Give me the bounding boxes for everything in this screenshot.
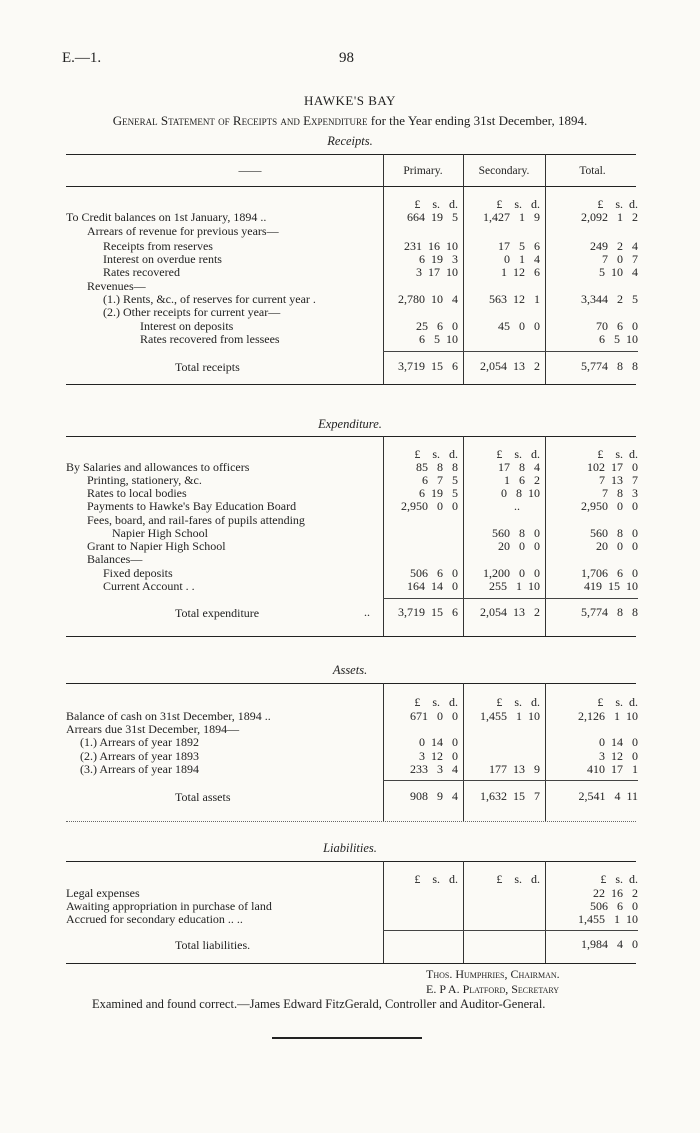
page-number: 98 xyxy=(339,50,354,66)
cell-secondary: .. xyxy=(514,499,520,513)
cell-secondary: 1 6 2 xyxy=(504,473,540,487)
col-head-dash: —— xyxy=(238,165,262,177)
row-label: Current Account . . xyxy=(103,579,195,593)
subtitle-rest: for the Year ending 31st December, 1894. xyxy=(367,113,588,128)
cell-secondary: 1,427 1 9 xyxy=(483,210,540,224)
closing-rule xyxy=(272,1037,422,1039)
row-label: Rates recovered xyxy=(103,265,180,279)
row-label: Awaiting appropriation in purchase of land xyxy=(66,899,272,913)
row-label: Receipts from reserves xyxy=(103,239,213,253)
cell-total: 7 13 7 xyxy=(599,473,638,487)
cell-total: 102 17 0 xyxy=(587,460,638,474)
divider-primary xyxy=(383,154,384,384)
row-label: (2.) Other receipts for current year— xyxy=(103,305,281,319)
lsd-secondary: £ s. d. xyxy=(496,447,540,461)
cell-total: 1,455 1 10 xyxy=(578,912,638,926)
assets-heading: Assets. xyxy=(332,663,368,677)
divider-secondary xyxy=(463,683,464,821)
cell-total: 70 6 0 xyxy=(596,319,638,333)
col-head-primary: Primary. xyxy=(403,165,443,177)
cell-total: 2,950 0 0 xyxy=(581,499,638,513)
cell-total: 2,092 1 2 xyxy=(581,210,638,224)
cell-primary: 6 19 3 xyxy=(419,252,458,266)
cell-primary: 664 19 5 xyxy=(407,210,458,224)
cell-total: 5 10 4 xyxy=(599,265,638,279)
cell-primary: 233 3 4 xyxy=(410,762,458,776)
cell-secondary: 0 8 10 xyxy=(501,486,540,500)
cell-primary: 3 17 10 xyxy=(416,265,458,279)
row-label: Revenues— xyxy=(87,279,146,293)
row-label: Fixed deposits xyxy=(103,566,173,580)
total-receipts-label: Total receipts xyxy=(175,360,240,374)
expenditure-subtotal-rule xyxy=(383,598,638,599)
cell-primary: 164 14 0 xyxy=(407,579,458,593)
cell-primary: 0 14 0 xyxy=(419,735,458,749)
divider-total xyxy=(545,154,546,384)
cell-secondary: 560 8 0 xyxy=(492,526,540,540)
cell-total: 410 17 1 xyxy=(587,762,638,776)
cell-total: 3 12 0 xyxy=(599,749,638,763)
total-liabilities-total: 1,984 4 0 xyxy=(581,937,638,951)
expenditure-heading: Expenditure. xyxy=(318,417,382,431)
cell-secondary: 563 12 1 xyxy=(489,292,540,306)
lsd-total: £ s. d. xyxy=(597,197,638,211)
cell-secondary: 45 0 0 xyxy=(498,319,540,333)
lsd-primary: £ s. d. xyxy=(414,872,458,886)
total-expenditure-total: 5,774 8 8 xyxy=(581,605,638,619)
cell-total: 3,344 2 5 xyxy=(581,292,638,306)
row-label: Rates recovered from lessees xyxy=(140,332,280,346)
expenditure-bottom-rule xyxy=(66,636,636,637)
cell-secondary: 1 12 6 xyxy=(501,265,540,279)
total-assets-secondary: 1,632 15 7 xyxy=(480,789,540,803)
cell-primary: 2,950 0 0 xyxy=(401,499,458,513)
cell-primary: 506 6 0 xyxy=(410,566,458,580)
receipts-bottom-rule xyxy=(66,384,636,385)
row-label: Balances— xyxy=(87,552,143,566)
cell-total: 20 0 0 xyxy=(596,539,638,553)
divider-primary xyxy=(383,683,384,821)
lsd-primary: £ s. d. xyxy=(414,695,458,709)
divider-primary xyxy=(383,861,384,963)
assets-top-rule xyxy=(66,683,636,684)
chairman-signature: Thos. Humphries, Chairman. xyxy=(426,967,560,981)
cell-total: 560 8 0 xyxy=(590,526,638,540)
row-label: To Credit balances on 1st January, 1894 .. xyxy=(66,210,267,224)
lsd-secondary: £ s. d. xyxy=(496,197,540,211)
row-label: (2.) Arrears of year 1893 xyxy=(80,749,199,763)
row-label: Payments to Hawke's Bay Education Board xyxy=(87,499,297,513)
divider-secondary xyxy=(463,154,464,384)
cell-primary: 6 19 5 xyxy=(419,486,458,500)
total-assets-total: 2,541 4 11 xyxy=(578,789,638,803)
row-label: Rates to local bodies xyxy=(87,486,187,500)
total-expenditure-label: Total expenditure xyxy=(175,606,260,620)
row-label: Arrears due 31st December, 1894— xyxy=(66,722,240,736)
total-assets-label: Total assets xyxy=(175,790,231,804)
total-receipts-secondary: 2,054 13 2 xyxy=(480,359,540,373)
cell-total: 1,706 6 0 xyxy=(581,566,638,580)
cell-secondary: 1,455 1 10 xyxy=(480,709,540,723)
page-reference: E.—1. xyxy=(62,50,102,66)
receipts-header-rule xyxy=(66,186,636,187)
row-label: Fees, board, and rail-fares of pupils attending xyxy=(87,513,305,527)
lsd-total: £ s. d. xyxy=(597,447,638,461)
cell-secondary: 255 1 10 xyxy=(489,579,540,593)
lsd-primary: £ s. d. xyxy=(414,447,458,461)
cell-total: 249 2 4 xyxy=(590,239,638,253)
row-label: Interest on overdue rents xyxy=(103,252,222,266)
expenditure-top-rule xyxy=(66,436,636,437)
liabilities-bottom-rule xyxy=(66,963,636,964)
liabilities-heading: Liabilities. xyxy=(323,841,377,855)
total-receipts-primary: 3,719 15 6 xyxy=(398,359,458,373)
row-label: Grant to Napier High School xyxy=(87,539,226,553)
row-label: By Salaries and allowances to officers xyxy=(66,460,250,474)
cell-total: 419 15 10 xyxy=(584,579,638,593)
cell-secondary: 20 0 0 xyxy=(498,539,540,553)
lsd-total: £ s. d. xyxy=(600,872,638,886)
cell-secondary: 1,200 0 0 xyxy=(483,566,540,580)
divider-total xyxy=(545,861,546,963)
cell-primary: 231 16 10 xyxy=(404,239,458,253)
row-label: Printing, stationery, &c. xyxy=(87,473,202,487)
liabilities-subtotal-rule xyxy=(383,930,638,931)
secretary-signature: E. P A. Platford, Secretary xyxy=(426,982,560,996)
liabilities-top-rule xyxy=(66,861,636,862)
lsd-secondary: £ s. d. xyxy=(496,872,540,886)
cell-secondary: 17 8 4 xyxy=(498,460,540,474)
row-label: Arrears of revenue for previous years— xyxy=(87,224,279,238)
divider-primary xyxy=(383,436,384,636)
row-label: Interest on deposits xyxy=(140,319,234,333)
total-receipts-total: 5,774 8 8 xyxy=(581,359,638,373)
divider-total xyxy=(545,436,546,636)
cell-primary: 85 8 8 xyxy=(416,460,458,474)
assets-bottom-rule xyxy=(66,821,636,822)
cell-secondary: 0 1 4 xyxy=(504,252,540,266)
row-label: Balance of cash on 31st December, 1894 .. xyxy=(66,709,271,723)
receipts-subtotal-rule xyxy=(383,351,638,352)
lsd-total: £ s. d. xyxy=(597,695,638,709)
auditor-certification: Examined and found correct.—James Edward FitzGerald, Controller and Auditor-General. xyxy=(92,997,546,1011)
receipts-heading: Receipts. xyxy=(327,134,373,148)
divider-secondary xyxy=(463,861,464,963)
row-label: (3.) Arrears of year 1894 xyxy=(80,762,199,776)
col-head-secondary: Secondary. xyxy=(478,165,530,177)
receipts-top-rule xyxy=(66,154,636,155)
cell-primary: 671 0 0 xyxy=(410,709,458,723)
total-expenditure-primary: 3,719 15 6 xyxy=(398,605,458,619)
cell-total: 506 6 0 xyxy=(590,899,638,913)
cell-primary: 25 6 0 xyxy=(416,319,458,333)
divider-secondary xyxy=(463,436,464,636)
subtitle-smallcaps: General Statement of Receipts and Expenditure xyxy=(112,113,368,128)
row-label: Accrued for secondary education .. .. xyxy=(66,912,243,926)
report-title: HAWKE'S BAY xyxy=(304,93,396,108)
leader-dots: .. xyxy=(364,605,370,619)
cell-primary: 2,780 10 4 xyxy=(398,292,458,306)
lsd-secondary: £ s. d. xyxy=(496,695,540,709)
cell-total: 7 8 3 xyxy=(602,486,638,500)
total-liabilities-label: Total liabilities. xyxy=(175,938,251,952)
row-label: (1.) Rents, &c., of reserves for current year . xyxy=(103,292,316,306)
row-label: Legal expenses xyxy=(66,886,140,900)
cell-primary: 3 12 0 xyxy=(419,749,458,763)
total-expenditure-secondary: 2,054 13 2 xyxy=(480,605,540,619)
cell-primary: 6 7 5 xyxy=(422,473,458,487)
cell-secondary: 177 13 9 xyxy=(489,762,540,776)
cell-total: 7 0 7 xyxy=(602,252,638,266)
total-assets-primary: 908 9 4 xyxy=(410,789,458,803)
cell-total: 2,126 1 10 xyxy=(578,709,638,723)
cell-total: 22 16 2 xyxy=(593,886,638,900)
col-head-total: Total. xyxy=(579,165,606,177)
cell-total: 0 14 0 xyxy=(599,735,638,749)
assets-subtotal-rule xyxy=(383,780,638,781)
lsd-primary: £ s. d. xyxy=(414,197,458,211)
report-subtitle xyxy=(0,113,700,129)
cell-primary: 6 5 10 xyxy=(419,332,458,346)
row-label: Napier High School xyxy=(112,526,208,540)
divider-total xyxy=(545,683,546,821)
cell-total: 6 5 10 xyxy=(599,332,638,346)
cell-secondary: 17 5 6 xyxy=(498,239,540,253)
row-label: (1.) Arrears of year 1892 xyxy=(80,735,199,749)
